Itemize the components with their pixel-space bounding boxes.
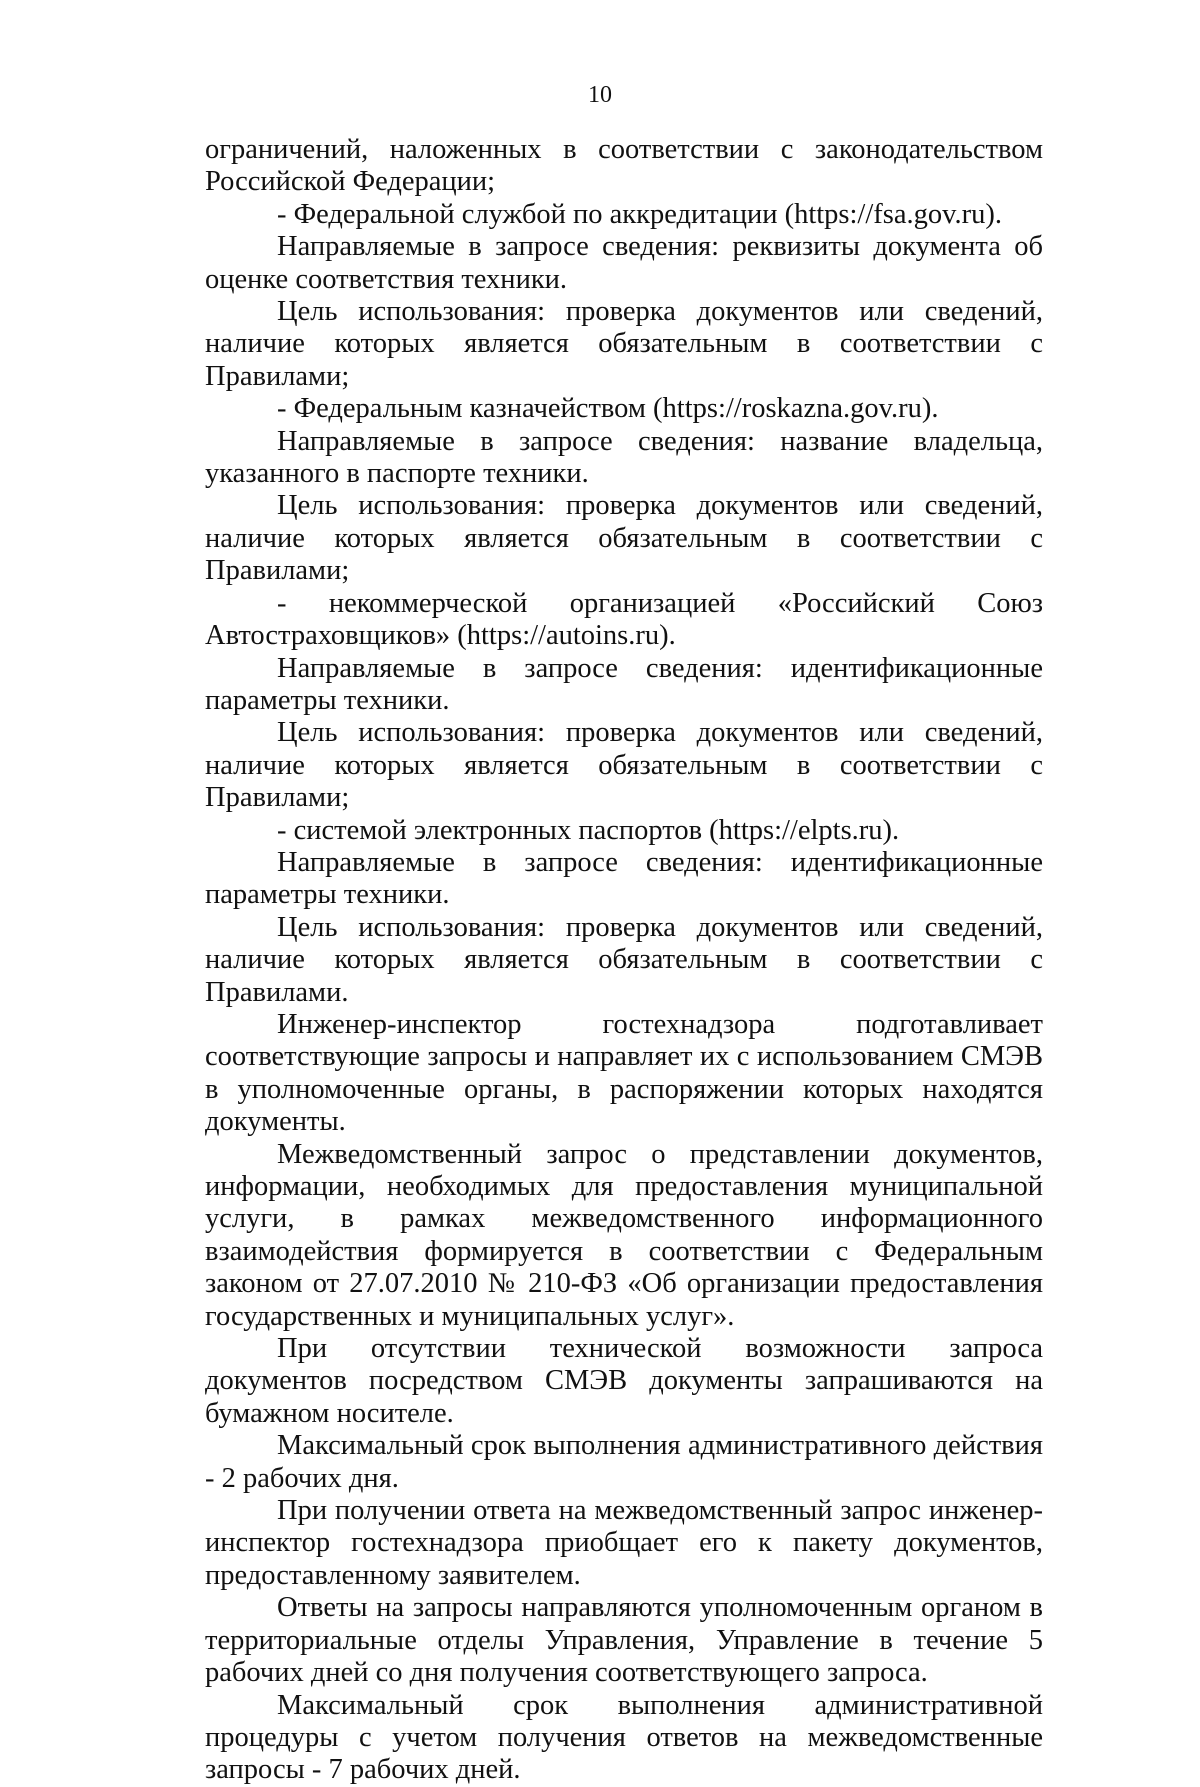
page-number: 10 — [588, 82, 612, 108]
paragraph-fsa-agency: - Федеральной службой по аккредитации (https://fsa.gov.ru). — [277, 198, 1002, 230]
paragraph-elpts-request-data: Направляемые в запросе сведения: идентификационные параметры техники. — [205, 846, 1043, 911]
paragraph-inspector-requests: Инженер-инспектор гостехнадзора подготавливает соответствующие запросы и направляет их с использованием СМЭВ в уполномоченные органы, в распоряжении которых находятся документы. — [205, 1008, 1043, 1138]
paragraph-rsa-request-data: Направляемые в запросе сведения: идентификационные параметры техники. — [205, 652, 1043, 716]
paragraph-fsa-purpose: Цель использования: проверка документов или сведений, наличие которых является обязательным в соответствии с Правилами; — [205, 296, 1043, 392]
paragraph-treasury-request-data: Направляемые в запросе сведения: название владельца, указанного в паспорте техники. — [205, 425, 1043, 490]
paragraph-response-delivery: Ответы на запросы направляются уполномоченным органом в территориальные отделы Управления, Управление в течение 5 рабочих дней со дня получения соответствующего запроса. — [205, 1592, 1043, 1689]
document-body — [205, 134, 1043, 1787]
paragraph-elpts-agency: - системой электронных паспортов (https://elpts.ru). — [277, 814, 900, 846]
paragraph-rsa-purpose: Цель использования: проверка документов или сведений, наличие которых является обязательным в соответствии с Правилами; — [205, 717, 1043, 814]
paragraph-rsa-agency: - некоммерческой организацией «Российский Союз Автостраховщиков» (https://autoins.ru). — [205, 587, 1043, 652]
paragraph-fsa-request-data: Направляемые в запросе сведения: реквизиты документа об оценке соответствия техники. — [205, 231, 1043, 295]
paragraph-interagency-request: Межведомственный запрос о представлении документов, информации, необходимых для предоставления муниципальной услуги, в рамках межведомственного информационного взаимодействия формируется в соответствии с Федеральным законом от 27.07.2010 № 210-ФЗ «Об организации предоставления государственных и муниципальных услуг». — [205, 1138, 1043, 1332]
paragraph-continuation: ограничений, наложенных в соответствии с законодательством Российской Федерации; — [205, 134, 1043, 198]
paragraph-action-deadline: Максимальный срок выполнения административного действия - 2 рабочих дня. — [205, 1430, 1043, 1494]
paragraph-response-attach: При получении ответа на межведомственный запрос инженер-инспектор гостехнадзора приобщает его к пакету документов, предоставленному заявителем. — [205, 1495, 1043, 1591]
paragraph-paper-requests: При отсутствии технической возможности запроса документов посредством СМЭВ документы запрашиваются на бумажном носителе. — [205, 1333, 1043, 1429]
paragraph-elpts-purpose: Цель использования: проверка документов или сведений, наличие которых является обязательным в соответствии с Правилами. — [205, 911, 1043, 1008]
paragraph-treasury-agency: - Федеральным казначейством (https://roskazna.gov.ru). — [277, 393, 939, 425]
paragraph-treasury-purpose: Цель использования: проверка документов или сведений, наличие которых является обязательным в соответствии с Правилами; — [205, 490, 1043, 587]
paragraph-procedure-deadline: Максимальный срок выполнения административной процедуры с учетом получения ответов на межведомственные запросы - 7 рабочих дней. — [205, 1689, 1043, 1786]
